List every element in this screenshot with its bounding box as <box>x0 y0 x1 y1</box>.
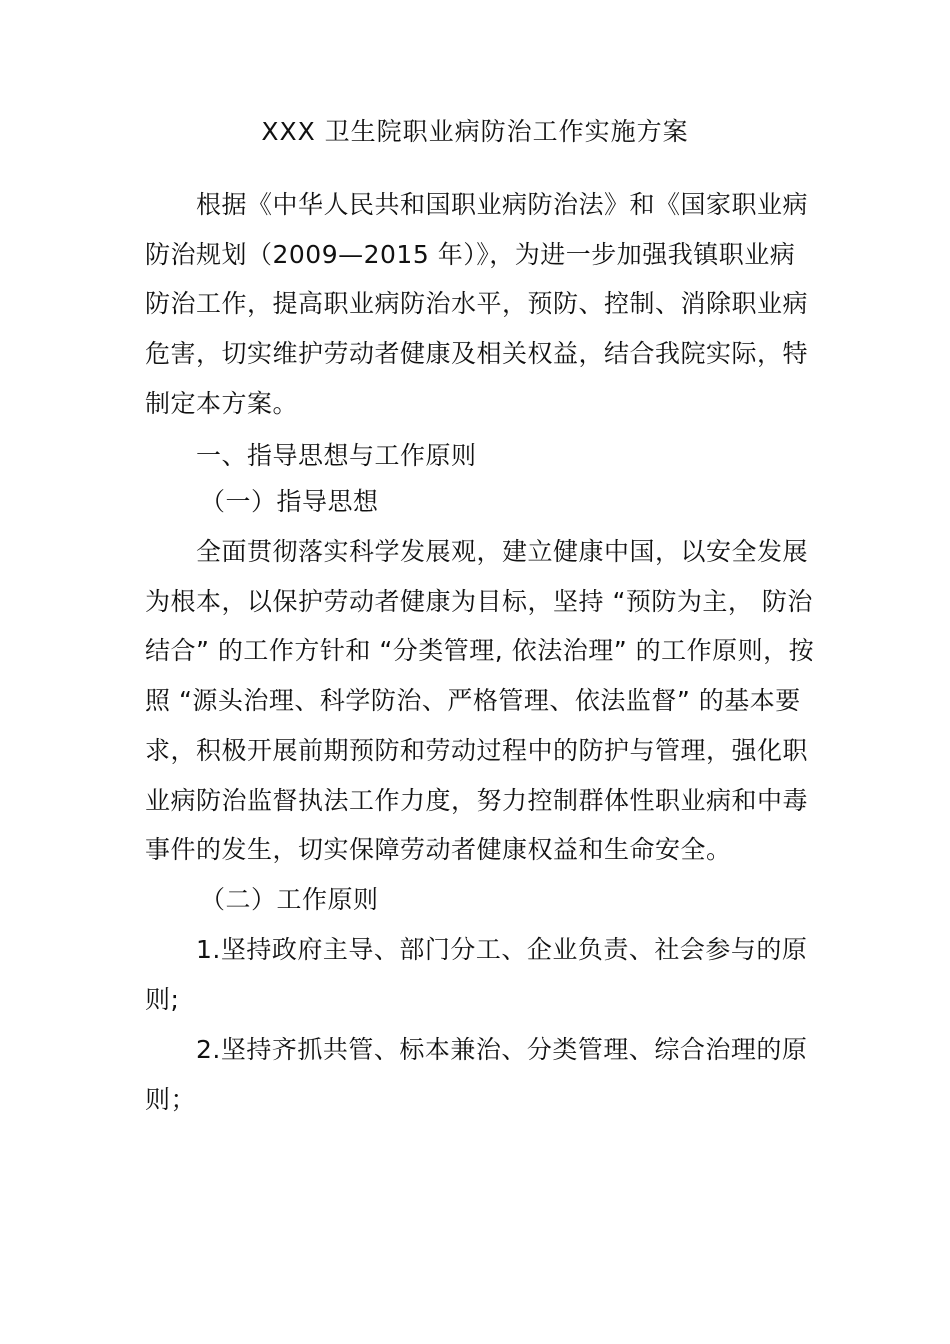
paragraph-line: 防治规划（2009—2015 年）》，为进一步加强我镇职业病 <box>145 240 796 269</box>
subsection-heading: （一）指导思想 <box>200 487 379 516</box>
paragraph-line: 事件的发生，切实保障劳动者健康权益和生命安全。 <box>145 835 732 864</box>
paragraph-line: 危害，切实维护劳动者健康及相关权益，结合我院实际，特 <box>145 339 809 368</box>
list-item-line: 1.坚持政府主导、部门分工、企业负责、社会参与的原 <box>196 935 808 964</box>
paragraph-line: 制定本方案。 <box>145 389 299 418</box>
paragraph-line: 根据《中华人民共和国职业病防治法》和《国家职业病 <box>196 190 809 219</box>
paragraph-line: 结合” 的工作方针和 “分类管理, 依法治理” 的工作原则，按 <box>145 636 815 665</box>
paragraph-line: 为根本，以保护劳动者健康为目标，坚持 “预防为主， 防治 <box>145 587 813 616</box>
section-heading: 一、指导思想与工作原则 <box>196 441 477 470</box>
paragraph-line: 业病防治监督执法工作力度，努力控制群体性职业病和中毒 <box>145 786 809 815</box>
paragraph-line: 求，积极开展前期预防和劳动过程中的防护与管理，强化职 <box>145 736 809 765</box>
document-title: XXX 卫生院职业病防治工作实施方案 <box>261 117 689 146</box>
paragraph-line: 全面贯彻落实科学发展观，建立健康中国，以安全发展 <box>196 537 809 566</box>
subsection-heading: （二）工作原则 <box>200 885 379 914</box>
list-item-line: 2.坚持齐抓共管、标本兼治、分类管理、综合治理的原 <box>196 1035 808 1064</box>
list-item-line: 则； <box>145 1085 197 1114</box>
paragraph-line: 防治工作，提高职业病防治水平，预防、控制、消除职业病 <box>145 289 809 318</box>
paragraph-line: 照 “源头治理、科学防治、严格管理、依法监督” 的基本要 <box>145 686 801 715</box>
list-item-line: 则; <box>145 985 180 1014</box>
